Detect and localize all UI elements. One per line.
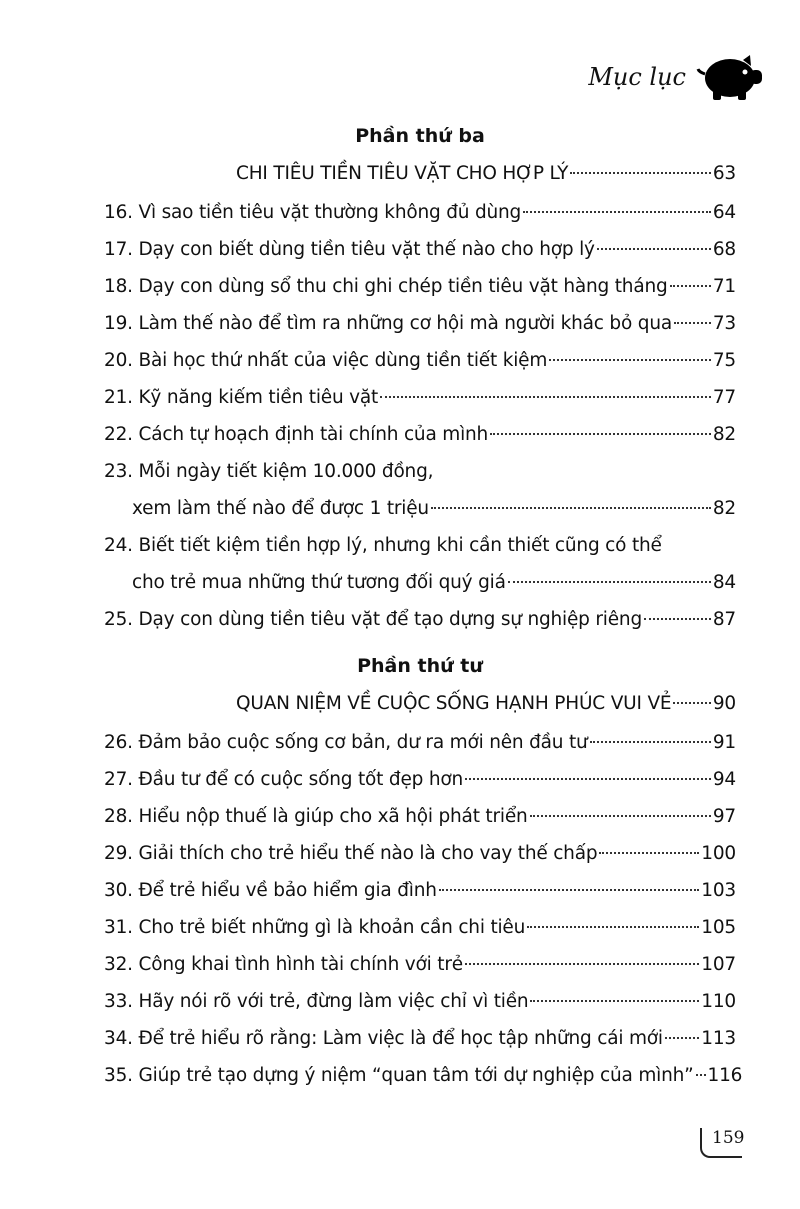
dot-leader xyxy=(644,618,711,620)
toc-entry[interactable] xyxy=(104,305,736,342)
dot-leader xyxy=(599,852,699,854)
toc-entry[interactable] xyxy=(104,1057,743,1094)
page-ref: 75 xyxy=(712,350,736,371)
page-ref: 91 xyxy=(712,732,736,753)
toc-entry[interactable] xyxy=(104,194,736,231)
toc-entry[interactable] xyxy=(104,798,736,835)
page-ref: 116 xyxy=(707,1065,743,1086)
running-title: Mục lục xyxy=(588,63,686,91)
toc-entry[interactable] xyxy=(104,872,736,909)
toc-entry[interactable] xyxy=(104,835,736,872)
toc-entry[interactable] xyxy=(104,946,736,983)
entry-title: 16. Vì sao tiền tiêu vặt thường không đủ dùng xyxy=(104,202,522,223)
part-heading: Phần thứ tư xyxy=(357,655,483,677)
page-number: 159 xyxy=(712,1128,745,1148)
page-ref: 113 xyxy=(701,1028,736,1049)
entry-title: 22. Cách tự hoạch định tài chính của mình xyxy=(104,424,489,445)
entry-title: 29. Giải thích cho trẻ hiểu thế nào là cho vay thế chấp xyxy=(104,843,598,864)
entry-title: 35. Giúp trẻ tạo dựng ý niệm “quan tâm tới dự nghiệp của mình” xyxy=(104,1065,694,1086)
chapter-title: CHI TIÊU TIỀN TIÊU VẶT CHO HỢP LÝ xyxy=(236,163,569,184)
dot-leader xyxy=(508,581,711,583)
dot-leader xyxy=(570,172,711,174)
page-ref: 71 xyxy=(712,276,736,297)
entry-title: 26. Đảm bảo cuộc sống cơ bản, dư ra mới nên đầu tư xyxy=(104,732,588,753)
page-ref: 90 xyxy=(712,693,736,714)
dot-leader xyxy=(549,359,711,361)
page-ref: 73 xyxy=(712,313,736,334)
dot-leader xyxy=(530,1000,699,1002)
page-ref: 87 xyxy=(712,609,736,630)
entry-title: 31. Cho trẻ biết những gì là khoản cần chi tiêu xyxy=(104,917,526,938)
piggy-bank-icon xyxy=(696,52,766,102)
dot-leader xyxy=(465,963,699,965)
toc-entry[interactable] xyxy=(104,1020,736,1057)
entry-title: 27. Đầu tư để có cuộc sống tốt đẹp hơn xyxy=(104,769,464,790)
page-header xyxy=(588,52,766,102)
page-ref: 84 xyxy=(712,572,736,593)
entry-title: 17. Dạy con biết dùng tiền tiêu vặt thế nào cho hợp lý xyxy=(104,239,595,260)
entry-title: 34. Để trẻ hiểu rõ rằng: Làm việc là để học tập những cái mới xyxy=(104,1028,663,1049)
entry-title: 18. Dạy con dùng sổ thu chi ghi chép tiền tiêu vặt hàng tháng xyxy=(104,276,668,297)
entry-title: 30. Để trẻ hiểu về bảo hiểm gia đình xyxy=(104,880,437,901)
part-heading: Phần thứ ba xyxy=(355,125,485,147)
chapter-title: QUAN NIỆM VỀ CUỘC SỐNG HẠNH PHÚC VUI VẺ xyxy=(236,693,672,714)
dot-leader xyxy=(696,1074,706,1076)
page-ref: 107 xyxy=(701,954,736,975)
entry-title: 20. Bài học thứ nhất của việc dùng tiền tiết kiệm xyxy=(104,350,548,371)
toc-entry[interactable] xyxy=(104,983,736,1020)
entry-title: 28. Hiểu nộp thuế là giúp cho xã hội phát triển xyxy=(104,806,528,827)
page-ref: 77 xyxy=(712,387,736,408)
dot-leader xyxy=(523,211,711,213)
page-number-box xyxy=(700,1128,745,1158)
entry-title: 33. Hãy nói rõ với trẻ, đừng làm việc chỉ vì tiền xyxy=(104,991,529,1012)
dot-leader xyxy=(527,926,699,928)
dot-leader xyxy=(674,322,711,324)
page-ref: 94 xyxy=(712,769,736,790)
page-ref: 103 xyxy=(701,880,736,901)
toc-entry[interactable] xyxy=(104,527,736,564)
toc-entry[interactable] xyxy=(104,231,736,268)
page-ref: 105 xyxy=(701,917,736,938)
page-ref: 63 xyxy=(712,163,736,184)
dot-leader xyxy=(665,1037,699,1039)
toc-entry[interactable] xyxy=(104,453,736,490)
page-ref: 110 xyxy=(701,991,736,1012)
dot-leader xyxy=(439,889,700,891)
page-ref: 82 xyxy=(712,424,736,445)
dot-leader xyxy=(590,741,711,743)
page-ref: 100 xyxy=(701,843,736,864)
dot-leader xyxy=(670,285,711,287)
entry-title: 32. Công khai tình hình tài chính với trẻ xyxy=(104,954,463,975)
toc-entry[interactable] xyxy=(104,724,736,761)
toc-part-4 xyxy=(104,648,743,1094)
toc-entry[interactable] xyxy=(104,379,736,416)
toc-entry[interactable] xyxy=(104,761,736,798)
dot-leader xyxy=(431,507,711,509)
toc-chapter[interactable] xyxy=(104,154,736,194)
toc-entry[interactable] xyxy=(104,416,736,453)
entry-title: 25. Dạy con dùng tiền tiêu vặt để tạo dựng sự nghiệp riêng xyxy=(104,609,642,630)
page-ref: 82 xyxy=(712,498,736,519)
toc-chapter[interactable] xyxy=(104,684,736,724)
dot-leader xyxy=(597,248,711,250)
entry-title: 24. Biết tiết kiệm tiền hợp lý, nhưng khi cần thiết cũng có thể xyxy=(104,535,662,556)
dot-leader xyxy=(465,778,711,780)
dot-leader xyxy=(530,815,711,817)
toc-entry-continuation[interactable] xyxy=(104,564,736,601)
entry-title: 19. Làm thế nào để tìm ra những cơ hội mà người khác bỏ qua xyxy=(104,313,672,334)
toc-entry-continuation[interactable] xyxy=(104,490,736,527)
entry-title-cont: xem làm thế nào để được 1 triệu xyxy=(132,498,429,519)
toc-part-3 xyxy=(104,118,736,638)
dot-leader xyxy=(673,702,710,704)
entry-title: 23. Mỗi ngày tiết kiệm 10.000 đồng, xyxy=(104,461,434,482)
dot-leader xyxy=(380,396,711,398)
toc-entry[interactable] xyxy=(104,601,736,638)
page-ref: 68 xyxy=(712,239,736,260)
entry-title-cont: cho trẻ mua những thứ tương đối quý giá xyxy=(132,572,506,593)
entry-title: 21. Kỹ năng kiếm tiền tiêu vặt xyxy=(104,387,379,408)
toc-entry[interactable] xyxy=(104,268,736,305)
page-ref: 64 xyxy=(712,202,736,223)
toc-entry[interactable] xyxy=(104,909,736,946)
dot-leader xyxy=(490,433,711,435)
page-ref: 97 xyxy=(712,806,736,827)
toc-entry[interactable] xyxy=(104,342,736,379)
